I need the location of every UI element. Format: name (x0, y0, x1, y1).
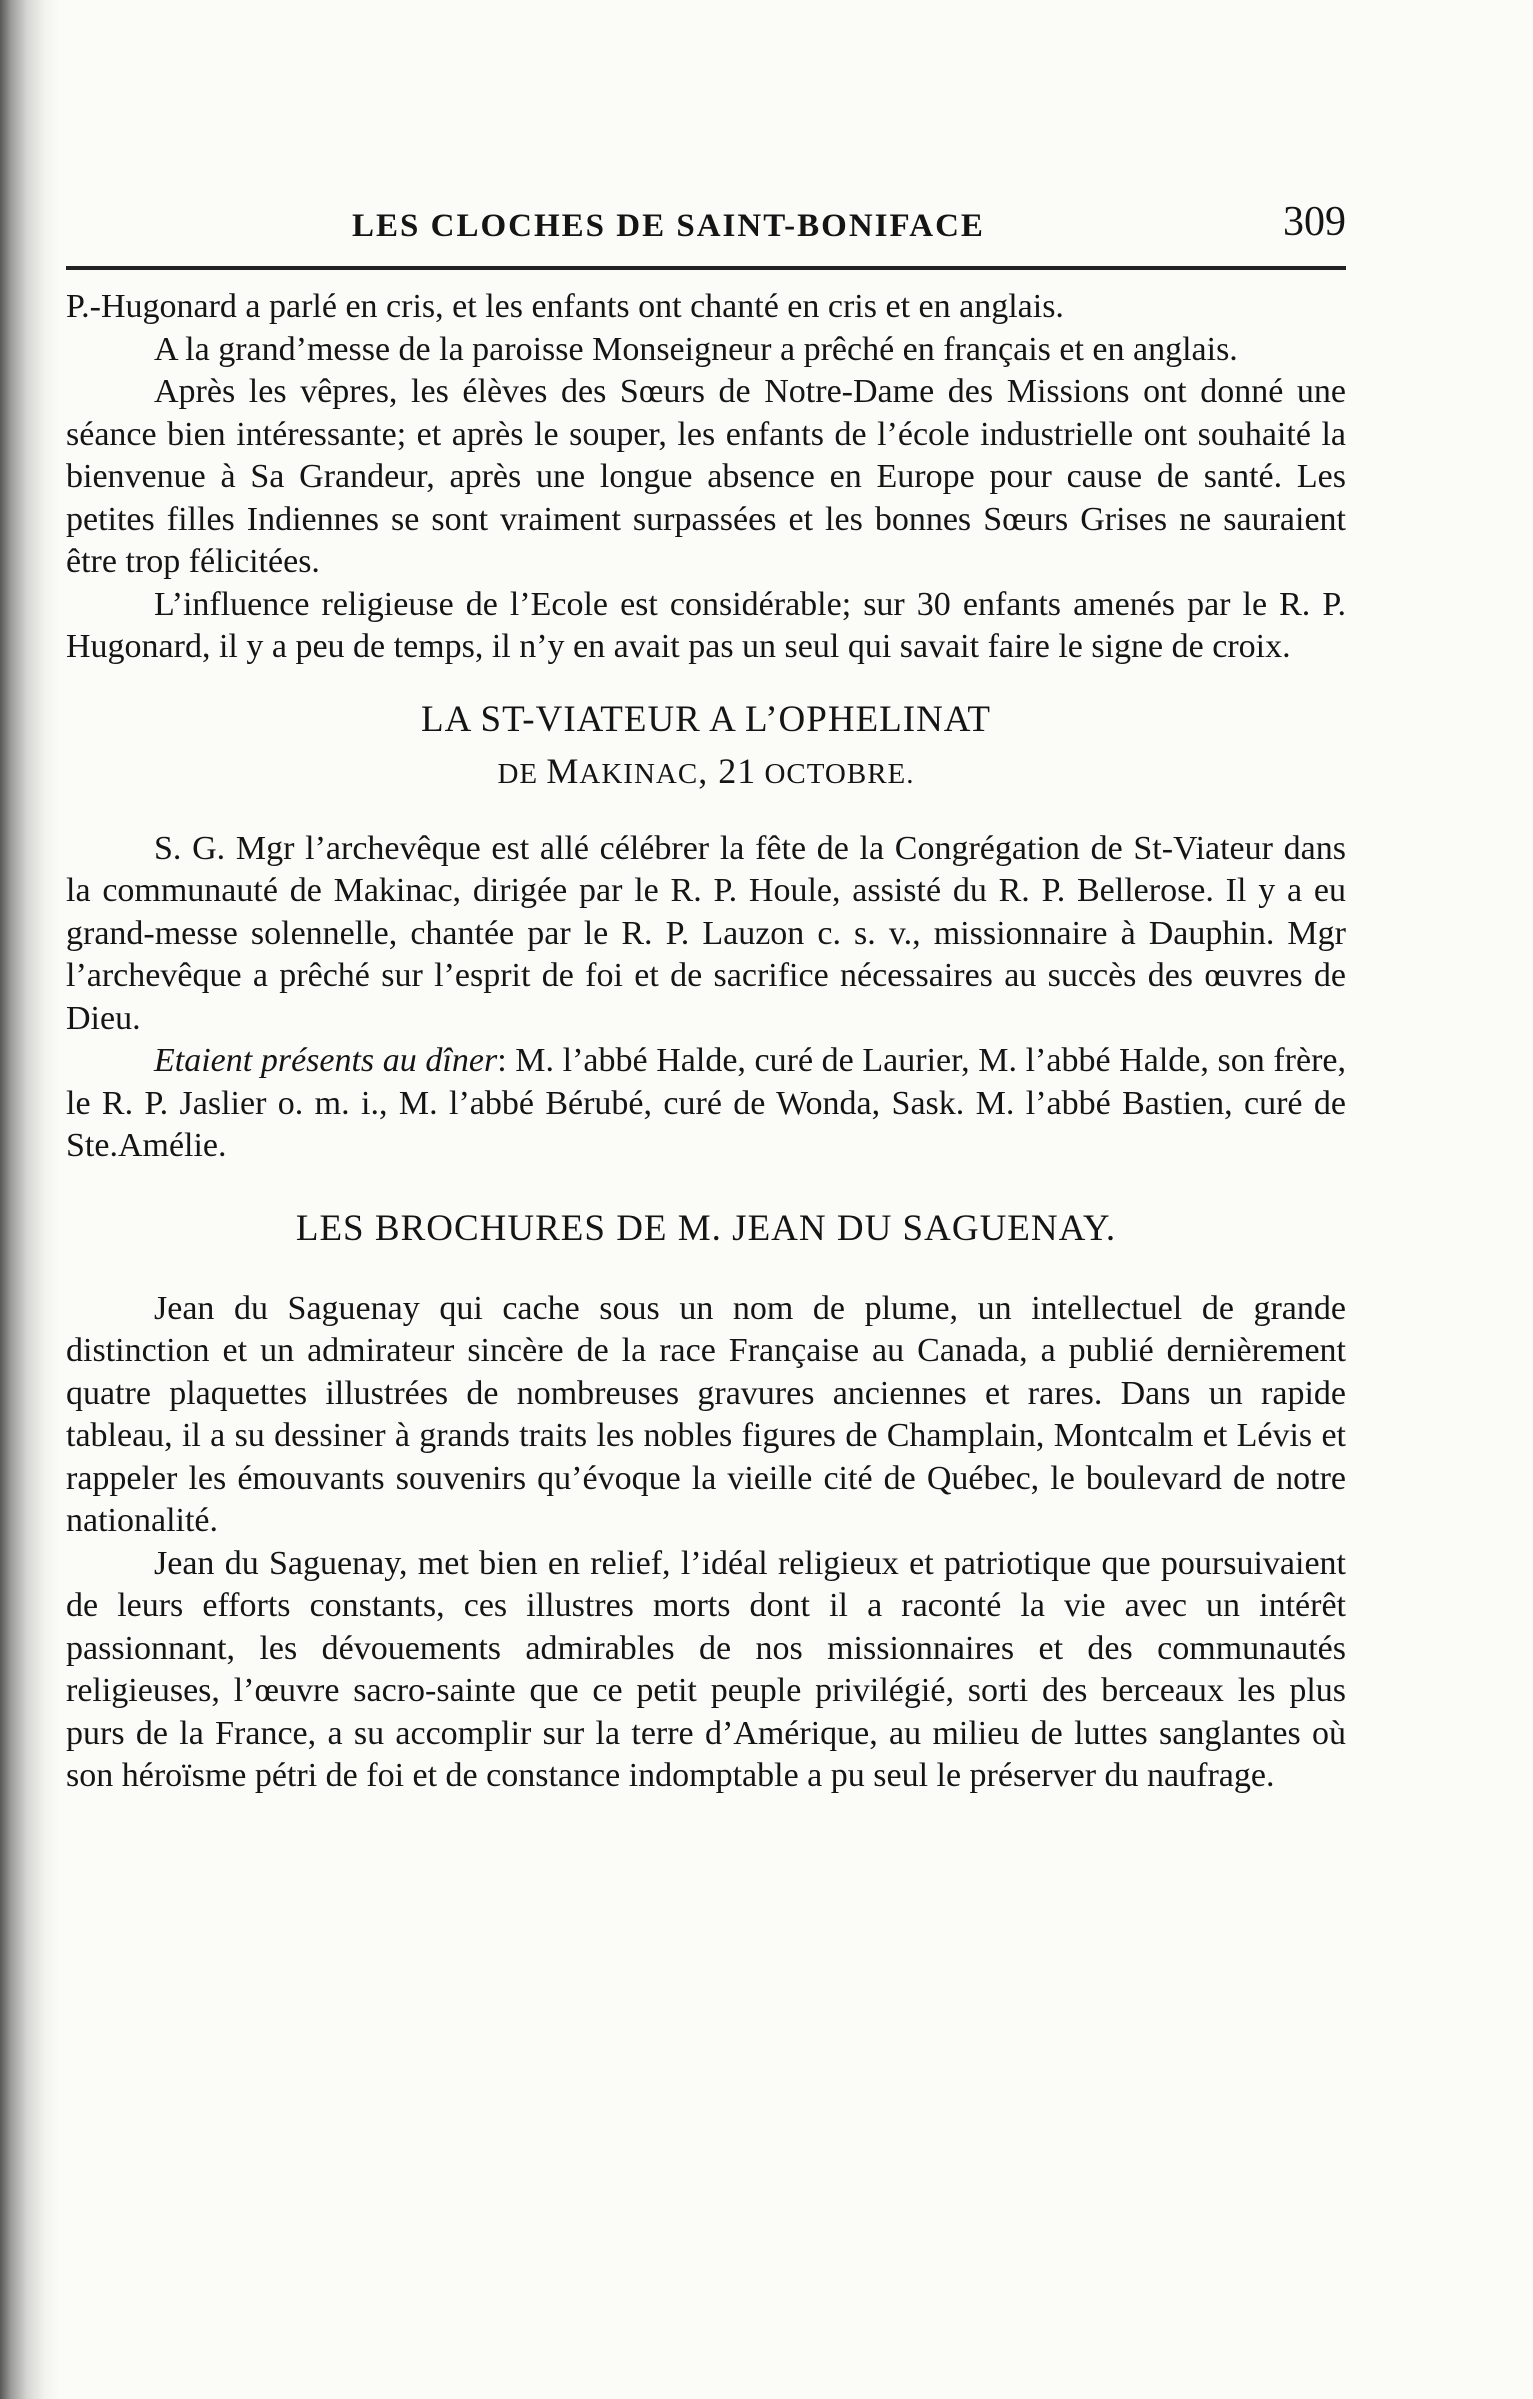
section-1-place-initial: M (546, 750, 580, 791)
section-1-paragraph-2-italic: Etaient présents au dîner (154, 1042, 498, 1079)
section-gap (66, 1252, 1346, 1288)
header-rule (66, 266, 1346, 270)
section-gap (66, 1168, 1346, 1206)
running-header (66, 190, 1346, 250)
section-1-place-rest: AKINAC (579, 757, 699, 790)
section-gap (66, 669, 1346, 697)
scan-binding-edge (0, 0, 60, 2399)
page-number: 309 (1283, 199, 1346, 245)
section-1-date-day: , 21 (698, 750, 757, 791)
section-1-subtitle-prefix: DE (497, 757, 539, 790)
section-2-title: LES BROCHURES DE M. JEAN DU SAGUENAY. (295, 1207, 1117, 1249)
running-title: LES CLOCHES DE SAINT-BONIFACE (352, 208, 985, 244)
section-1-date-month: OCTOBRE. (764, 757, 915, 790)
section-1-paragraph-2 (66, 1040, 1346, 1168)
opening-paragraph-2: A la grand’messe de la paroisse Monseigneur a prêché en français et en anglais. (154, 330, 1238, 368)
section-gap (66, 794, 1346, 828)
section-2-paragraph-1: Jean du Saguenay qui cache sous un nom de plume, un intellectuel de grande distinction et un admirateur sincère de la race Française au Canada, a publié dernièrement quatre plaquettes illustrées de nombreuses gravures anciennes et rares. Dans un rapide tableau, il a su dessiner à grands traits les nobles figures de Champlain, Montcalm et Lévis et rappeler les émouvants souvenirs qu’évoque la vieille cité de Québec, le boulevard de notre nationalité. (66, 1289, 1346, 1539)
section-1-paragraph-2-rest: : M. l’abbé Halde, curé de Laurier, M. l’abbé Halde, son frère, le R. P. Jaslier o. m. i., M. l’abbé Bérubé, curé de Wonda, Sask. M. l’abbé Bastien, curé de Ste.Amélie. (66, 1042, 1347, 1164)
section-1-paragraph-1: S. G. Mgr l’archevêque est allé célébrer la fête de la Congrégation de St-Viateur dans la communauté de Makinac, dirigée par le R. P. Houle, assisté du R. P. Bellerose. Il y a eu grand-messe solennelle, chantée par le R. P. Lauzon c. s. v., missionnaire à Dauphin. Mgr l’archevêque a prêché sur l’esprit de foi et de sacrifice nécessaires au succès des œuvres de Dieu. (66, 829, 1346, 1037)
section-2-paragraph-2: Jean du Saguenay, met bien en relief, l’idéal religieux et patriotique que poursuivaient de leurs efforts constants, ces illustres morts dont il a raconté la vie avec un intérêt passionnant, les dévouements admirables de nos missionnaires et des communautés religieuses, l’œuvre sacro-sainte que ce petit peuple privilégié, sorti des berceaux les plus purs de la France, a su accomplir sur la terre d’Amérique, au milieu de luttes sanglantes où son héroïsme pétri de foi et de constance indomptable a pu seul le préserver du naufrage. (66, 1544, 1346, 1794)
section-1-title: LA ST-VIATEUR A L’OPHELINAT (420, 698, 992, 740)
opening-paragraph-1: P.-Hugonard a parlé en cris, et les enfants ont chanté en cris et en anglais. (66, 288, 1064, 325)
section-1-subtitle (66, 751, 1346, 794)
opening-paragraph-4: L’influence religieuse de l’Ecole est considérable; sur 30 enfants amenés par le R. P. Hugonard, il y a peu de temps, il n’y en avait pas un seul qui savait faire le signe de croix. (66, 585, 1346, 665)
opening-paragraph-3: Après les vêpres, les élèves des Sœurs de Notre-Dame des Missions ont donné une séance bien intéressante; et après le souper, les enfants de l’école industrielle ont souhaité la bienvenue à Sa Grandeur, après une longue absence en Europe pour cause de santé. Les petites filles Indiennes se sont vraiment surpassées et les bonnes Sœurs Grises ne sauraient être trop félicitées. (66, 373, 1346, 580)
book-page (66, 190, 1346, 1798)
